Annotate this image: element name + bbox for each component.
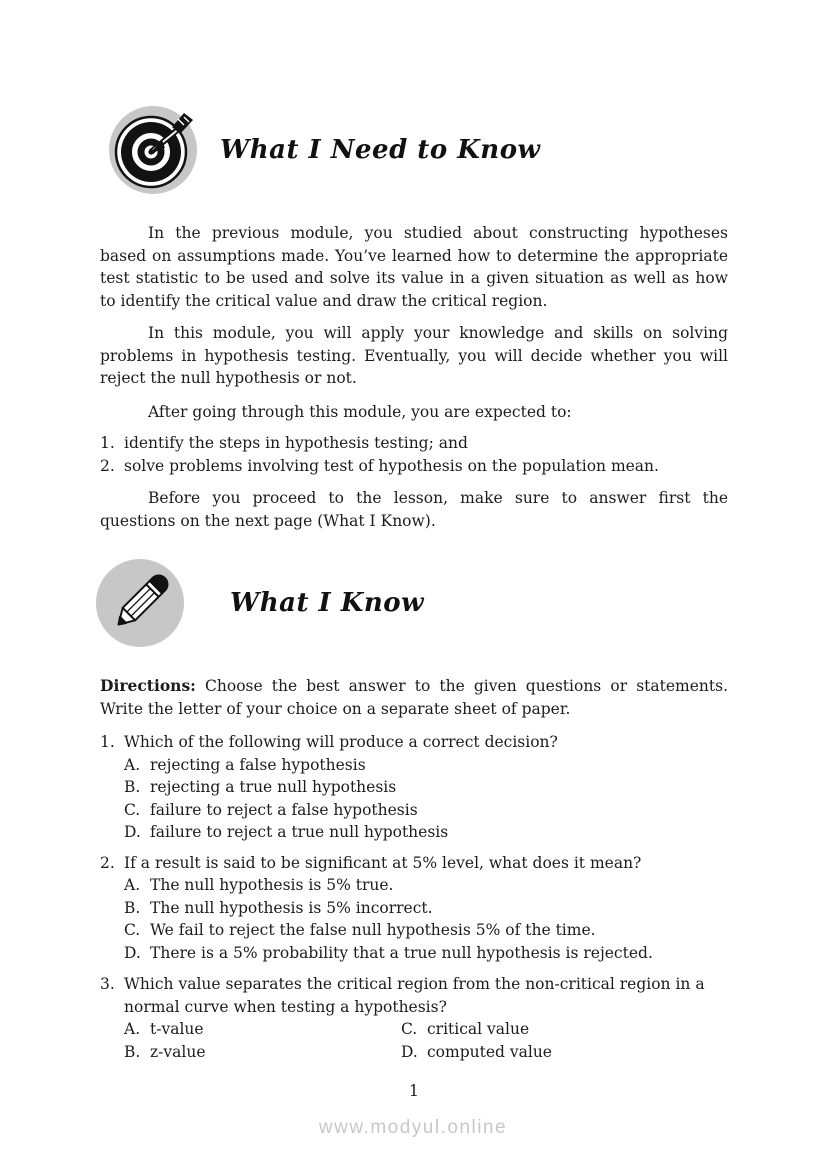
list-number: 2. [100, 456, 115, 475]
section-heading-what-i-know: What I Know [230, 588, 424, 618]
option-letter: C. [401, 1020, 418, 1038]
option-text: t-value [150, 1020, 204, 1038]
option-text: The null hypothesis is 5% incorrect. [150, 898, 433, 917]
question-number: 2. [100, 853, 115, 872]
section-heading-what-i-need-to-know: What I Need to Know [220, 135, 541, 165]
watermark: www.modyul.online [318, 1117, 508, 1138]
answer-option [401, 1018, 728, 1041]
question-1 [100, 731, 728, 844]
answer-option [124, 1018, 401, 1041]
question-body [124, 973, 728, 1063]
answer-option [124, 799, 728, 822]
intro-paragraph-2: In this module, you will apply your knowledge and skills on solving problems in hypothesis testing. Eventually, you will decide whether you will reject the null hypothesis or not. [100, 324, 728, 387]
answer-options-two-column [124, 1018, 728, 1063]
option-text: We fail to reject the false null hypothesis 5% of the time. [150, 921, 596, 939]
question-body [124, 852, 728, 965]
option-text: failure to reject a false hypothesis [150, 800, 418, 819]
question-text: Which of the following will produce a correct decision? [124, 733, 558, 751]
directions-label: Directions: [100, 676, 196, 695]
option-text: computed value [427, 1042, 552, 1061]
answer-option [124, 942, 728, 965]
option-text: There is a 5% probability that a true null hypothesis is rejected. [150, 943, 653, 962]
pencil-icon [95, 558, 185, 648]
question-3 [100, 973, 728, 1063]
list-text: identify the steps in hypothesis testing; and [124, 434, 468, 452]
answer-option [124, 821, 728, 844]
answer-option [124, 897, 728, 920]
option-text: critical value [427, 1020, 530, 1038]
page-number: 1 [408, 1081, 420, 1100]
intro-paragraph-1: In the previous module, you studied about constructing hypotheses based on assumptions made. You’ve learned how to determine the appropriate test statistic to be used and solve its value in a given situation as well as how to identify the critical value and draw the critical region. [100, 224, 728, 310]
list-number: 1. [100, 434, 115, 452]
objectives-list [100, 432, 728, 477]
answer-option [401, 1041, 728, 1064]
option-letter: D. [124, 943, 141, 962]
directions [100, 675, 728, 720]
question-2 [100, 852, 728, 965]
option-letter: C. [124, 800, 141, 819]
question-text: If a result is said to be significant at 5% level, what does it mean? [124, 853, 642, 872]
page-content [100, 0, 728, 1103]
list-item [100, 432, 728, 455]
option-text: z-value [150, 1042, 206, 1061]
option-text: rejecting a false hypothesis [150, 755, 366, 774]
answer-option [124, 1041, 401, 1064]
option-text: The null hypothesis is 5% true. [150, 876, 394, 894]
target-icon [108, 105, 198, 195]
answer-option [124, 874, 728, 897]
list-item [100, 455, 728, 478]
list-text: solve problems involving test of hypothesis on the population mean. [124, 456, 659, 475]
proceed-paragraph: Before you proceed to the lesson, make sure to answer first the questions on the next page (What I Know). [100, 489, 728, 530]
option-text: failure to reject a true null hypothesis [150, 823, 449, 841]
option-letter: D. [401, 1042, 418, 1061]
answer-option [124, 919, 728, 942]
question-body [124, 731, 728, 844]
option-letter: A. [124, 876, 141, 894]
expectations-lead-in: After going through this module, you are expected to: [148, 402, 572, 421]
answer-option [124, 754, 728, 777]
directions-text: Choose the best answer to the given questions or statements. Write the letter of your choice on a separate sheet of paper. [100, 677, 728, 718]
option-letter: B. [124, 778, 141, 796]
option-letter: D. [124, 823, 141, 841]
question-number: 3. [100, 975, 115, 993]
question-number: 1. [100, 733, 115, 751]
option-letter: A. [124, 1020, 141, 1038]
section-header-what-i-know [100, 558, 728, 648]
option-letter: B. [124, 898, 141, 917]
option-text: rejecting a true null hypothesis [150, 778, 397, 796]
question-text: Which value separates the critical region from the non-critical region in a normal curve when testing a hypothesis? [124, 975, 705, 1016]
answer-option [124, 776, 728, 799]
option-letter: C. [124, 921, 141, 939]
option-letter: A. [124, 755, 141, 774]
section-header-what-i-need-to-know [100, 105, 728, 195]
option-letter: B. [124, 1042, 141, 1061]
